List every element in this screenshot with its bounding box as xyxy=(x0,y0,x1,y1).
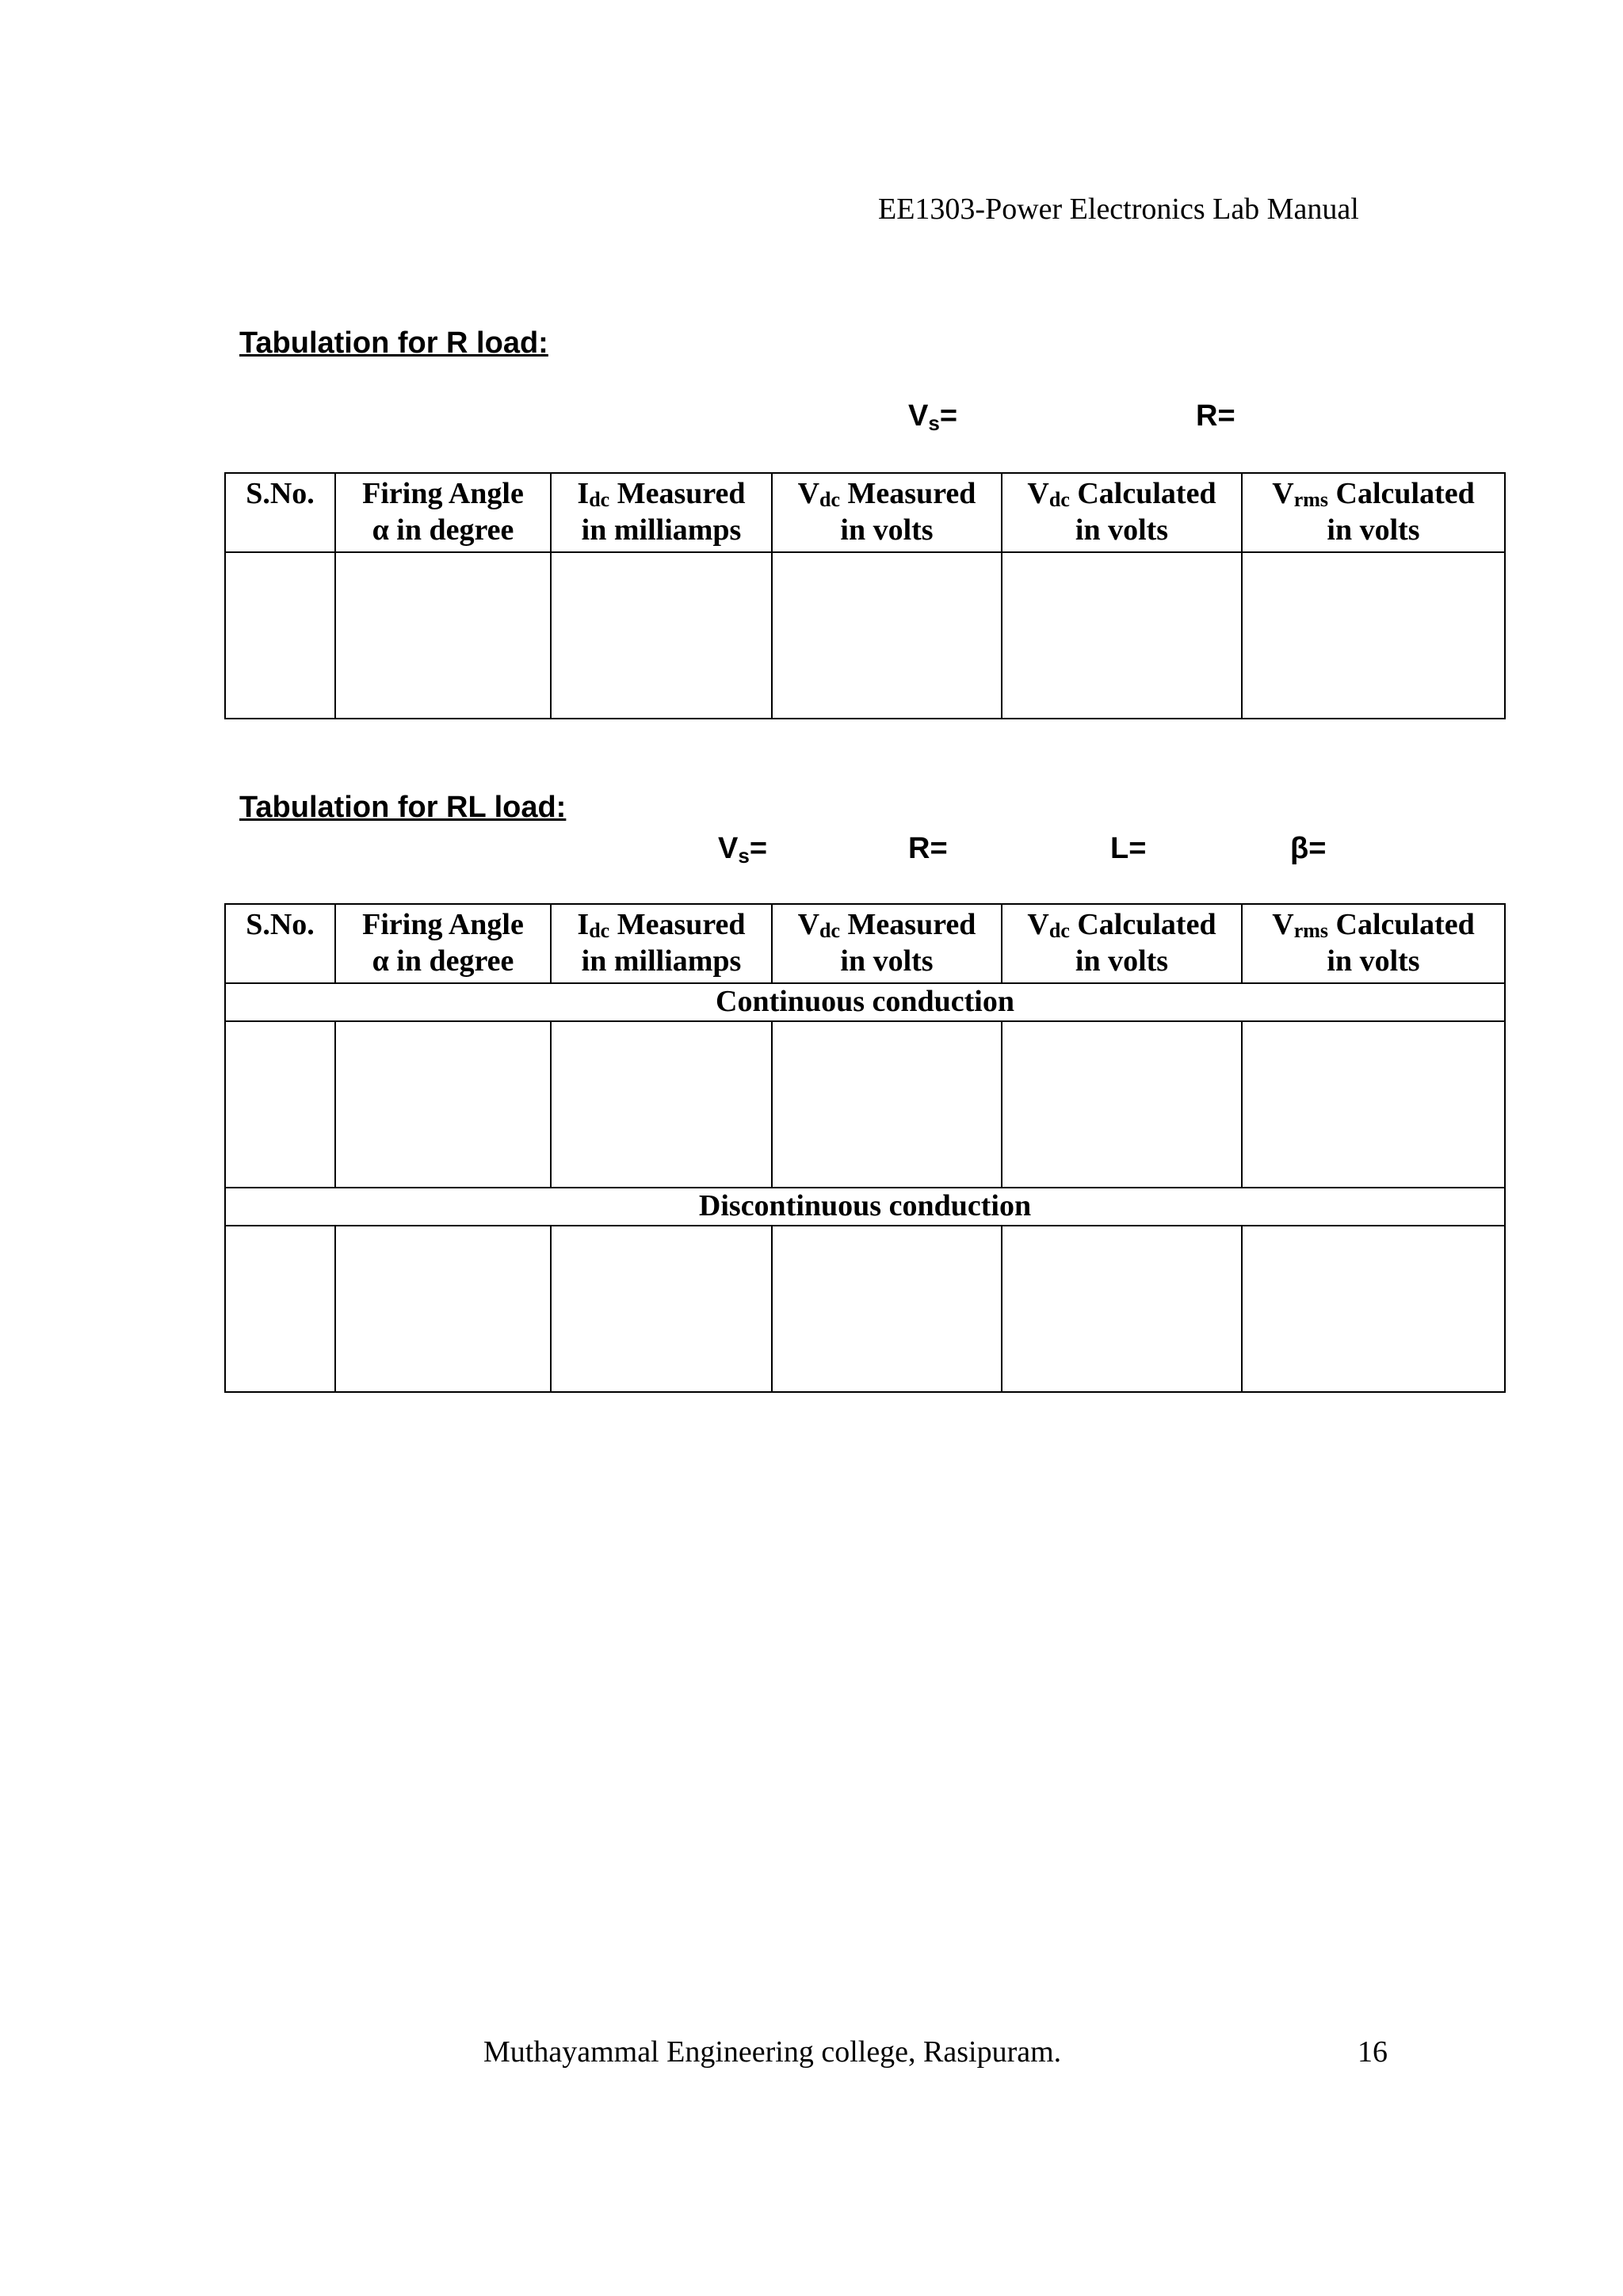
col-header-main: I xyxy=(577,908,590,941)
col-header-main: S.No. xyxy=(246,908,315,941)
table-cell[interactable] xyxy=(1002,552,1242,719)
table-row xyxy=(225,552,1505,719)
r-load-vs-label xyxy=(908,399,957,433)
rl-load-l-label: L= xyxy=(1110,832,1147,865)
page-number: 16 xyxy=(1358,2035,1388,2069)
col-header-rest: Calculated xyxy=(1069,477,1216,510)
table-cell[interactable] xyxy=(335,552,551,719)
col-header-vdc-measured xyxy=(772,904,1002,983)
col-header-sub: dc xyxy=(819,488,841,511)
col-header-vdc-calculated xyxy=(1002,473,1242,552)
table-cell[interactable] xyxy=(1002,1226,1242,1392)
table-row xyxy=(225,1021,1505,1188)
col-header-sub: dc xyxy=(819,919,841,942)
table-cell[interactable] xyxy=(1242,1226,1505,1392)
col-header-idc-measured xyxy=(551,904,772,983)
continuous-conduction-label: Continuous conduction xyxy=(225,983,1505,1021)
col-header-rest: Calculated xyxy=(1328,908,1475,941)
col-header-line2: in volts xyxy=(1075,513,1169,547)
running-footer: Muthayammal Engineering college, Rasipuram. xyxy=(483,2035,1062,2069)
table-cell[interactable] xyxy=(225,1021,335,1188)
rl-load-beta-label: β= xyxy=(1290,832,1327,865)
col-header-rest: Measured xyxy=(840,477,976,510)
col-header-rest: Measured xyxy=(840,908,976,941)
col-header-vrms-calculated xyxy=(1242,473,1505,552)
table-cell[interactable] xyxy=(335,1021,551,1188)
col-header-sub: dc xyxy=(589,488,610,511)
vs-main: V xyxy=(908,399,929,433)
col-header-idc-measured xyxy=(551,473,772,552)
col-header-sub: dc xyxy=(589,919,610,942)
col-header-main: V xyxy=(1027,477,1049,510)
r-load-table xyxy=(224,472,1506,719)
col-header-sub: dc xyxy=(1048,488,1070,511)
col-header-sub: rms xyxy=(1293,919,1329,942)
table-cell[interactable] xyxy=(1242,552,1505,719)
vs-sub: s xyxy=(738,844,750,868)
table-cell[interactable] xyxy=(551,1226,772,1392)
band-row-discontinuous xyxy=(225,1188,1505,1226)
col-header-sub: dc xyxy=(1048,919,1070,942)
col-header-line2: in volts xyxy=(840,944,934,978)
r-load-r-label: R= xyxy=(1196,399,1235,433)
rl-load-vs-label xyxy=(718,832,767,866)
col-header-line2: in volts xyxy=(1075,944,1169,978)
col-header-main: V xyxy=(1272,908,1294,941)
col-header-firing-angle xyxy=(335,473,551,552)
table-cell[interactable] xyxy=(551,1021,772,1188)
col-header-line2: in volts xyxy=(1327,944,1420,978)
col-header-line2: in milliamps xyxy=(581,944,742,978)
table-cell[interactable] xyxy=(772,1021,1002,1188)
table-row xyxy=(225,1226,1505,1392)
rl-load-r-label: R= xyxy=(908,832,948,865)
col-header-vdc-calculated xyxy=(1002,904,1242,983)
vs-eq: = xyxy=(749,832,768,865)
table-cell[interactable] xyxy=(772,552,1002,719)
col-header-main: I xyxy=(577,477,590,510)
col-header-line2: α in degree xyxy=(372,513,514,547)
col-header-main: V xyxy=(797,477,820,510)
col-header-sno xyxy=(225,904,335,983)
vs-eq: = xyxy=(939,399,958,433)
col-header-main: V xyxy=(1272,477,1294,510)
col-header-rest: Measured xyxy=(609,908,746,941)
table-cell[interactable] xyxy=(1002,1021,1242,1188)
col-header-line2: in milliamps xyxy=(581,513,742,547)
discontinuous-conduction-label: Discontinuous conduction xyxy=(225,1188,1505,1226)
table-cell[interactable] xyxy=(772,1226,1002,1392)
col-header-main: Firing Angle xyxy=(362,477,524,510)
col-header-vrms-calculated xyxy=(1242,904,1505,983)
rl-load-table xyxy=(224,903,1506,1393)
col-header-main: Firing Angle xyxy=(362,908,524,941)
rl-load-title: Tabulation for RL load: xyxy=(239,791,567,824)
table-cell[interactable] xyxy=(225,1226,335,1392)
col-header-rest: Measured xyxy=(609,477,746,510)
col-header-firing-angle xyxy=(335,904,551,983)
table-header-row xyxy=(225,904,1505,983)
col-header-vdc-measured xyxy=(772,473,1002,552)
col-header-main: V xyxy=(797,908,820,941)
col-header-line2: in volts xyxy=(1327,513,1420,547)
col-header-rest: Calculated xyxy=(1328,477,1475,510)
table-cell[interactable] xyxy=(1242,1021,1505,1188)
table-cell[interactable] xyxy=(335,1226,551,1392)
col-header-sub: rms xyxy=(1293,488,1329,511)
table-cell[interactable] xyxy=(225,552,335,719)
running-header: EE1303-Power Electronics Lab Manual xyxy=(878,193,1359,226)
col-header-line2: α in degree xyxy=(372,944,514,978)
vs-sub: s xyxy=(928,411,940,435)
table-cell[interactable] xyxy=(551,552,772,719)
col-header-sno xyxy=(225,473,335,552)
col-header-rest: Calculated xyxy=(1069,908,1216,941)
vs-main: V xyxy=(718,832,739,865)
table-header-row xyxy=(225,473,1505,552)
col-header-main: S.No. xyxy=(246,477,315,510)
r-load-title: Tabulation for R load: xyxy=(239,326,548,360)
band-row-continuous xyxy=(225,983,1505,1021)
col-header-line2: in volts xyxy=(840,513,934,547)
col-header-main: V xyxy=(1027,908,1049,941)
